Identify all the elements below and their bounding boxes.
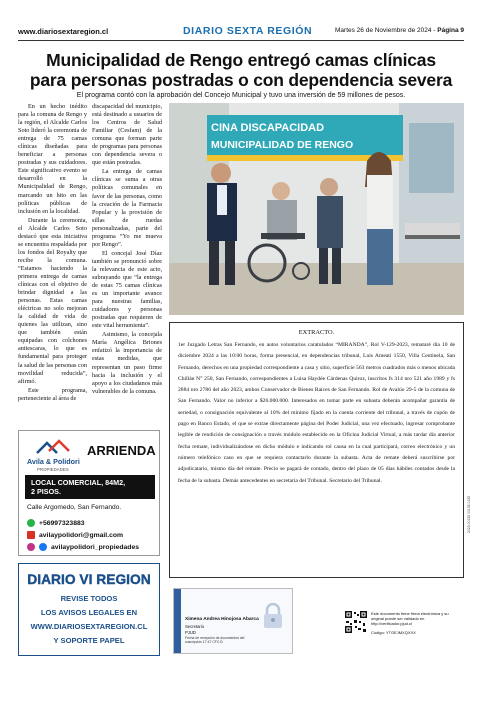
advert-arrienda (18, 430, 160, 556)
lock-icon (262, 603, 284, 629)
paragraph: Asimismo, la concejala María Angélica Briones enfatizó la importancia de estas medidas, que representan un paso firme hacia la inclusión y el apoyo a los ciudadanos más vulnerables de la comuna. (92, 331, 162, 395)
diario-logo (19, 569, 159, 589)
article-photo (169, 103, 464, 315)
social-row[interactable] (27, 543, 139, 551)
side-code: 2023-00135 00135 0135 (467, 496, 471, 533)
article-column-2 (92, 103, 162, 397)
svg-text:Avila & Polidori: Avila & Polidori (27, 457, 80, 466)
page-header (18, 24, 464, 38)
banner-text-2: MUNICIPALIDAD DE RENGO (211, 139, 354, 151)
signer-role: Secretario (185, 624, 205, 629)
signature-note: Fecha de recepción de documentos del suscripción 17:47 CFC Ð (185, 636, 245, 644)
phone-row[interactable] (27, 519, 85, 527)
email-address: avilaypolidori@gmail.com (39, 531, 124, 539)
signer-name: Ximena Andrea Hinojosa Abarca (185, 617, 259, 622)
ceremony-illustration (169, 103, 464, 315)
gmail-icon (27, 531, 35, 539)
property-address: Calle Argomedo, San Fernando. (27, 504, 122, 511)
phone-number: +56997323883 (39, 519, 85, 527)
legal-notice-extract (169, 322, 464, 578)
site-url[interactable]: www.diariosextaregion.cl (18, 27, 109, 36)
facebook-icon (39, 543, 47, 551)
paragraph: El concejal José Díaz también se pronunció sobre la relevancia de este acto, subrayando que “la entrega de estas 75 camas clínicas es un importante avance para nuestras familias, cuidadores y personas postradas que requieren de este vital herramienta”. (92, 249, 162, 330)
banner-text-1: CINA DISCAPACIDAD (211, 122, 325, 134)
svg-text:DIARIO VI REGION: DIARIO VI REGION (27, 571, 151, 587)
extract-title: EXTRACTO. (298, 329, 335, 336)
property-box: LOCAL COMERCIAL, 84M2, 2 PISOS. (25, 475, 155, 499)
social-handle: avilaypolidori_propiedades (51, 543, 140, 551)
issue-date: Martes 26 de Noviembre de 2024 - Página 9 (335, 27, 464, 34)
arrienda-headline: ARRIENDA (87, 443, 156, 458)
signature-bar (174, 589, 181, 653)
legales-line-1: REVISE TODOS (60, 594, 118, 603)
article-subtitle: El programa contó con la aprobación del Concejo Municipal y tuvo una inversión de 59 millones de pesos. (76, 92, 406, 99)
signer-org: PJUD (185, 630, 196, 635)
qr-verification-code: Código: YTGEJMXQXXX (371, 630, 416, 635)
svg-text:PROPIEDADES: PROPIEDADES (37, 467, 69, 472)
qr-validation-note: Este documento tiene firma electrónica y su original puede ser validado en http://verificador.pjud.cl (371, 611, 449, 626)
paragraph: La entrega de camas clínicas se suma a otras políticas comunales en favor de las personas, como la creación de la Farmacia Popular y la provisión de sillas de ruedas personalizadas, parte del programa “Yo me mueva por Rengo”. (92, 168, 162, 248)
article-column-1 (18, 103, 87, 404)
paragraph: Este programa, perteneciente al área de (18, 386, 87, 402)
qr-code-icon[interactable] (345, 611, 367, 633)
extract-body: 1er Juzgado Letras San Fernando, en autos voluntarios caratulados “MIRANDA”, Rol V-129-2023, remataré día 10 de diciembre 2024 a las 10:00 horas, forma presencial, en dependencias tribunal, Luis Ameati 1550, Villa Centinela, San Fernando, derechos en una propiedad correspondiente a casa y sitio, superficie 563 metros cuadrados más o menos ubicada Chillán N° 250, San Fernando, correspondientes a Luisa Haydée Cárdenas Quiroz, inscritos fs 314 nro 521 año 1989 y fs 2884 nro 2786 del año 2023, ambos Conservador de Bienes Raíces de San Fernando. Rol de Avalúo 29-5 de la comuna de San Fernando. Valor no inferior a $26.000.000. Interesados en tomar parte en subasta deberán acompañar garantía de seriedad, o consignación equivalente al 10% del mínimo fijado en la cuenta corriente del tribunal, a través de cupón de pago en Banco Estado, el que se extrae directamente página del Poder Judicial, una vez efectuado, ingresar comprobante legible de rendición de consignación o través módulo establecido en la Oficina Judicial Virtual, a más tardar día anterior fecha remate, individualizándose en dicho módulo e indicando rol causa en la cual participará, correo electrónico y un número telefónico caso en que se requiera contactarlo durante la subasta. Acta de remate deberá suscribirse por adjudicatario, mismo día del remate. Precio se pagará de contado, dentro del plazo de 05 días hábiles contados desde la fecha de la subasta. Demás antecedentes en secretaria del Tribunal. Secretario del Tribunal. (178, 342, 455, 484)
paragraph: discapacidad del municipio, está destinado a usuarios de los Centros de Salud Familiar (Cesfam) de la comuna que forman parte de programas para personas con dependencia severa o que están postradas. (92, 103, 162, 167)
newspaper-brand: DIARIO SEXTA REGIÓN (183, 25, 313, 37)
header-divider (18, 40, 464, 41)
legales-line-4: Y SOPORTE PAPEL (53, 636, 125, 645)
whatsapp-icon (27, 519, 35, 527)
legales-url[interactable]: WWW.DIARIOSEXTAREGION.CL (30, 622, 148, 631)
advert-diario-legales (18, 563, 160, 656)
paragraph: Durante la ceremonia, el Alcalde Carlos Soto destacó que esta iniciativa se encuentra respaldada por los fondos del Royalty que recibe la comuna. “Estamos haciendo la primera entrega de camas clínicas con el objetivo de brindar dignidad a las personas. Estas camas eléctricas no solo mejoran la calidad de vida de quienes las utilizan, sino que también están equipadas con colchones antiescaras, lo que es fundamental para proteger la salud de las personas con movilidad reducida”, afirmó. (18, 216, 87, 385)
signature-number: 21 (183, 592, 188, 597)
legales-line-2: LOS AVISOS LEGALES EN (40, 608, 138, 617)
instagram-icon (27, 543, 35, 551)
paragraph: En un hecho inédito para la comuna de Rengo y la región, el Alcalde Carlos Soto lideró la ceremonia de entrega de 75 camas clínicas diseñadas para beneficiar a personas postradas y sus cuidadores. Este significativo evento se desarrolló en la Municipalidad de Rengo, marcando un hito en las políticas públicas de inclusión en la localidad. (18, 103, 87, 215)
electronic-signature (173, 588, 293, 654)
avila-polidori-logo (25, 437, 83, 473)
email-row[interactable] (27, 531, 123, 539)
article-title: Municipalidad de Rengo entregó camas clínicas para personas postradas o con dependencia severa (29, 50, 453, 90)
